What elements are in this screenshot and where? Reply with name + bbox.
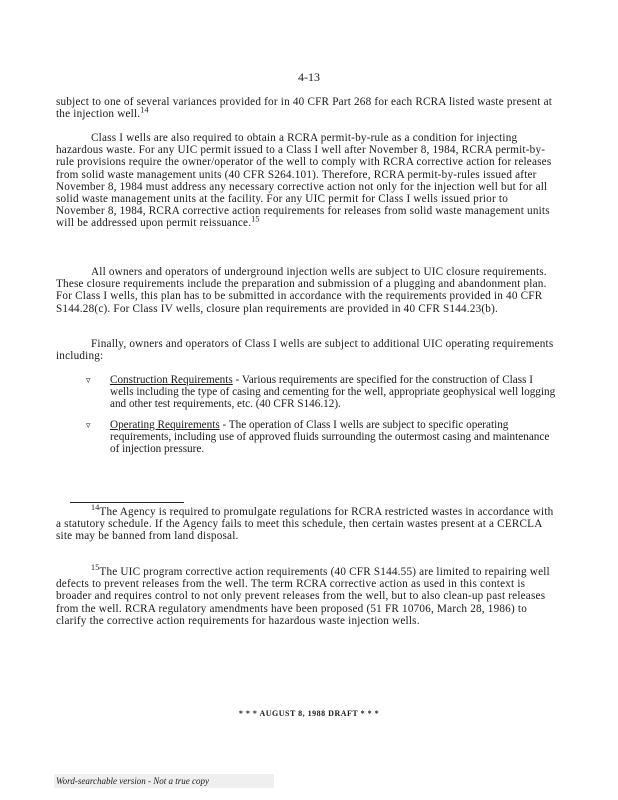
list-item — [86, 374, 556, 411]
paragraph-class-i-permit — [56, 132, 556, 230]
draft-footer: * * * AUGUST 8, 1988 DRAFT * * * — [238, 709, 380, 718]
footnote-15-number: 15 — [91, 563, 100, 573]
bullet-icon: ▿ — [86, 419, 91, 430]
footnote-ref-14: 14 — [140, 105, 149, 115]
construction-requirements-text: - Various requirements are specified for the construction of Class I wells including the type of casing and cementing for the well, appropriate geophysical well logging and other test requirements, etc. (40 CFR S146.12). — [110, 374, 556, 411]
footnote-14-number: 14 — [91, 503, 100, 513]
paragraph-variances — [56, 96, 556, 120]
paragraph-operating-intro: Finally, owners and operators of Class I wells are subject to additional UIC operating requirements including: — [56, 338, 554, 363]
footnote-14-text: The Agency is required to promulgate regulations for RCRA restricted wastes in accordance with a statutory schedule. If the Agency fails to meet this schedule, then certain wastes present at a CERCLA site may be banned from land disposal. — [56, 506, 554, 543]
paragraph-closure: All owners and operators of underground injection wells are subject to UIC closure requirements. These closure requirements include the preparation and submission of a plugging and abandonment plan. For Class I wells, this plan has to be submitted in accordance with the requirements provided in 40 CFR S144.28(c). For Class IV wells, closure plan requirements are provided in 40 CFR S144.23(b). — [56, 266, 547, 315]
list-item — [86, 419, 556, 456]
footnote-15 — [56, 563, 556, 627]
footnote-15-text: The UIC program corrective action requirements (40 CFR S144.55) are limited to repairing well defects to prevent releases from the well. The term RCRA corrective action as used in this context is broader and requires control to not only prevent releases from the well, but to also clean-up past releases from the well. RCRA regulatory amendments have been proposed (51 FR 10706, March 28, 1986) to clarify the corrective action requirements for hazardous waste injection wells. — [56, 566, 550, 627]
requirements-list — [86, 374, 556, 463]
paragraph-class-i-permit-text: Class I wells are also required to obtain a RCRA permit-by-rule as a condition for injecting hazardous waste. For any UIC permit issued to a Class I well after November 8, 1984, RCRA permit-by-rule provisions require the owner/operator of the well to comply with RCRA corrective action for releases from solid waste management units (40 CFR S264.101). Therefore, RCRA permit-by-rules issued after November 8, 1984 must address any necessary corrective action not only for the injection well but for all solid waste management units at the facility. For any UIC permit for Class I wells issued prior to November 8, 1984, RCRA corrective action requirements for releases from solid waste management units will be addressed upon permit reissuance. — [56, 132, 552, 230]
operating-requirements-text: - The operation of Class I wells are subject to specific operating requirements, including use of approved fluids surrounding the outermost casing and maintenance of injection pressure. — [110, 418, 550, 456]
construction-requirements-heading: Construction Requirements — [110, 374, 233, 386]
page-number: 4-13 — [298, 70, 320, 84]
footnote-ref-15: 15 — [251, 214, 260, 224]
operating-requirements-heading: Operating Requirements — [110, 418, 220, 431]
paragraph-variances-text: subject to one of several variances provided for in 40 CFR Part 268 for each RCRA listed waste present at the injection well. — [56, 96, 553, 121]
searchable-version-note: Word-searchable version - Not a true copy — [54, 774, 274, 788]
footnote-14 — [56, 503, 556, 543]
bullet-icon: ▿ — [86, 375, 91, 385]
